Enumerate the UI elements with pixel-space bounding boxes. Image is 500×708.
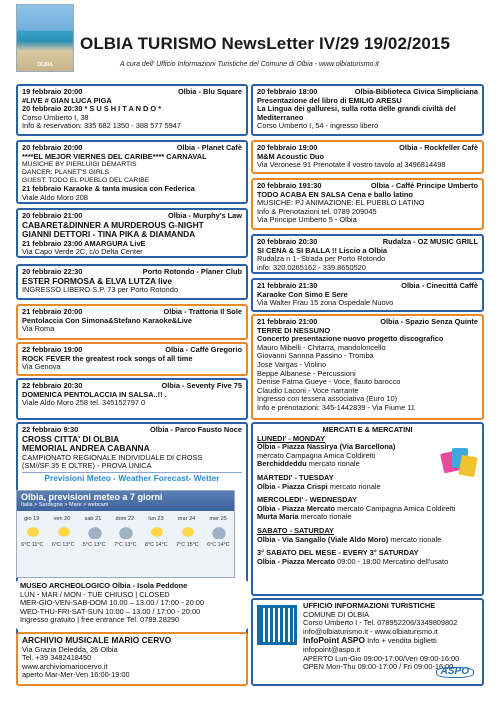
event-line: ****EL MEJOR VIERNES DEL CARIBE**** CARNAVAL	[22, 151, 207, 161]
weather-widget[interactable]	[16, 490, 235, 578]
weather-temps	[17, 542, 234, 548]
archivio-line: aperto Mar-Mer-Ven 16:00-19:00	[22, 670, 130, 680]
weather-temp: 5°C 13°C	[82, 542, 106, 548]
weather-day: ven 20	[53, 516, 71, 522]
qr-code-icon	[257, 605, 297, 645]
event-address: INGRESSO LIBERO S.P. 73 per Porto Rotondo	[22, 285, 178, 295]
infopoint-desc: Info + vendita biglietti	[365, 636, 437, 646]
logo-caption: OLBIA	[37, 62, 53, 68]
event-biblioteca	[251, 84, 484, 136]
event-line: DOMENICA PENTOLACCIA IN SALSA..!! .	[22, 389, 167, 399]
event-spazio-senza-quinte	[251, 314, 484, 420]
sun-icon	[55, 525, 73, 539]
mercati-day-heading: MARTEDI' - TUESDAY	[257, 472, 334, 482]
aspo-logo: ASPO	[436, 667, 474, 678]
event-line: Concerto presentazione nuovo progetto discografico	[257, 334, 444, 344]
event-line: Karaoke Con Simo E Sere	[257, 289, 348, 299]
event-line: CROSS CITTA' DI OLBIA	[22, 433, 120, 444]
museo-archeologico	[16, 580, 248, 630]
event-venue: Olbia - Rockfeller Cafè	[399, 143, 478, 152]
performer: Giovanni Sannna Passino - Tromba	[257, 351, 374, 361]
opening-hours: OPEN Mon-Thu 09:00-17:00 / Fri 09:00-16:00	[303, 662, 454, 672]
event-contact: info: 320.0265162 - 339.8650520	[257, 262, 366, 272]
event-address: Corso Umberto I, 38	[22, 112, 89, 122]
event-venue: Olbia - Parco Fausto Noce	[150, 425, 242, 434]
event-venue: Olbia - Spazio Senza Quinte	[380, 317, 478, 326]
performer: Beppe Albanese - Percussioni	[257, 368, 356, 378]
event-venue: Olbia - Trattoria Il Sole	[163, 307, 242, 316]
ufficio-informazioni	[251, 598, 484, 686]
weather-temp: 7°C 15°C	[176, 542, 199, 548]
mercati-place: Olbia - Via Sangallo (Viale Aldo Moro)	[257, 534, 389, 544]
mercati-type: mercato Campagna Amica Coldiretti	[335, 503, 456, 513]
weather-breadcrumb[interactable]: Italia > Sardegna > Mare > webcam	[21, 502, 109, 508]
event-line: TODO ACABA EN SALSA Cena e ballo latino	[257, 189, 413, 199]
event-line: SI CENA & SI BALLA !! Liscio a Olbia	[257, 245, 388, 255]
event-line: Ingresso con tessera associativa (Euro 10)	[257, 394, 398, 404]
performer: Mauro Mibelli - Chitarra, mandoloncello	[257, 342, 386, 352]
mercati-day-heading: 3° SABATO DEL MESE - EVERY 3° SATURDAY	[257, 548, 419, 558]
weather-temp: 6°C 14°C	[207, 542, 230, 548]
event-date: 20 febbraio 22:30	[22, 267, 83, 276]
event-date: 20 febbraio 21:00	[22, 211, 83, 220]
event-address: Viale Aldo Moro 208	[22, 192, 89, 202]
event-venue: Olbia - Planet Cafè	[176, 143, 242, 152]
weather-days	[17, 516, 234, 522]
event-oz-music-grill	[251, 234, 484, 274]
event-line: La Lingua dei galluresi, sulla rotta delle grandi civiltà del Mediterraneo	[257, 104, 456, 122]
event-date: 22 febbraio 9:30	[22, 425, 79, 434]
event-principe-umberto	[251, 178, 484, 230]
event-venue: Olbia-Biblioteca Civica Simpliciana	[354, 87, 478, 96]
performer: Jose Vargas - Violino	[257, 359, 327, 369]
event-blu-square	[16, 84, 248, 136]
archivio-link[interactable]: www.archiviomariocervo.it	[22, 661, 108, 671]
event-venue: Olbia - Caffè Principe Umberto	[370, 181, 478, 190]
event-address: Via Roma	[22, 324, 55, 334]
page-subtitle: A cura dell' Ufficio Informazioni Turistiche del Comune di Olbia - www.olbiaturismo.it	[120, 61, 379, 68]
mercati-line: Olbia - Piazza Nassirya (Via Barcellona)	[257, 442, 396, 452]
weather-day: lun 23	[148, 516, 164, 522]
event-line: CAMPIONATO REGIONALE INDIVIDUALE DI CROSS	[22, 452, 203, 462]
mercati-place: Olbia - Piazza Crispi	[257, 481, 328, 491]
event-rockfeller	[251, 140, 484, 174]
sun-icon	[148, 525, 166, 539]
weather-title: Previsioni Meteo - Weather Forecast- Wetter	[44, 472, 220, 483]
event-contact: Info e prenotazioni: 345-1442839 - Via Fiume 11	[257, 402, 415, 412]
event-line: MUSICHE BY PIERLUIGI DEMARTIS	[22, 161, 137, 169]
ufficio-line: COMUNE DI OLBIA	[303, 609, 370, 619]
cloud-icon	[86, 525, 104, 539]
event-line: TERRE DI NESSUNO	[257, 325, 331, 335]
header	[0, 0, 500, 78]
shopping-bags-icon	[442, 444, 476, 492]
archivio-musicale	[16, 632, 248, 686]
mercati-line: mercato Campagna Amica Coldiretti	[257, 450, 376, 460]
museo-line: WED-THU-FRI-SAT-SUN 10.00 – 13.00 / 17:00 - 20:00	[20, 606, 201, 616]
event-address: Via Walter Frau 15 zona Ospedale Nuovo	[257, 298, 394, 308]
event-caffe-gregorio	[16, 342, 248, 376]
weather-temp: 7°C 13°C	[113, 542, 137, 548]
event-date: 22 febbraio 20:30	[22, 381, 83, 390]
mercati-type: 09:00 - 18:00 Mercatino dell'usato	[335, 556, 449, 566]
mercati-panel	[251, 422, 484, 596]
event-date: 20 febbraio 19:00	[257, 143, 318, 152]
event-planer-club	[16, 264, 248, 300]
event-date: 19 febbraio 20:00	[22, 87, 83, 96]
event-line: DANCER: PLANET'S GIRLS	[22, 169, 110, 177]
event-address: Via Veronese 91 Prenotate il vostro tavolo al 3496814498	[257, 160, 446, 170]
weather-day: mer 25	[209, 516, 227, 522]
performer: Claudio Laconi - Voce narrante	[257, 385, 359, 395]
sun-icon	[179, 525, 197, 539]
event-line: Rudalza n 1- Strada per Porto Rotondo	[257, 254, 386, 264]
museo-title: MUSEO ARCHEOLOGICO Olbia - Isola Peddone	[20, 581, 188, 590]
cloud-icon	[117, 525, 135, 539]
event-venue: Olbia - Blu Square	[177, 87, 242, 96]
weather-city: Olbia, previsioni meteo a 7 giorni	[21, 492, 163, 502]
weather-day: gio 19	[24, 516, 40, 522]
event-line: 20 febbraio 20:30 * S U S H I T A N D O *	[22, 104, 162, 114]
event-venue: Porto Rotondo - Planer Club	[142, 267, 242, 276]
event-line: GIANNI DETTORI - TINA PIKA & DIAMANDA	[22, 229, 196, 240]
infopoint-email[interactable]: infopoint@aspo.it	[303, 644, 361, 654]
event-line: ESTER FORMOSA & ELVA LUTZA live	[22, 275, 172, 286]
weather-icons	[17, 525, 234, 539]
weather-day: mar 24	[177, 516, 196, 522]
event-date: 22 febbraio 19:00	[22, 345, 83, 354]
performer: Denise Fatma Gueye - Voce, flauto barocco	[257, 377, 401, 387]
archivio-line: Via Grazia Deledda, 26 Olbia	[22, 644, 118, 654]
event-line: ROCK FEVER the greatest rock songs of all time	[22, 353, 193, 363]
event-cinecitta	[251, 278, 484, 312]
page-title: OLBIA TURISMO NewsLetter IV/29 19/02/2015	[80, 34, 451, 53]
sun-icon	[24, 525, 42, 539]
mercati-place: Olbia - Piazza Mercato	[257, 503, 336, 513]
mercati-type: mercato rionale	[306, 459, 360, 469]
event-line: 21 febbraio Karaoke & tanta musica con Federica	[22, 184, 195, 194]
event-line: Pentolaccia Con Simona&Stefano Karaoke&Live	[22, 315, 193, 325]
weather-day: sab 21	[84, 516, 102, 522]
archivio-title: ARCHIVIO MUSICALE MARIO CERVO	[22, 635, 172, 645]
event-seventy-five	[16, 378, 248, 420]
event-planet-cafe	[16, 140, 248, 204]
mercati-place: Olbia - Piazza Mercato	[257, 556, 336, 566]
event-address: Via Principe Umberto 5 - Olbia	[257, 215, 357, 225]
infopoint-title: InfoPoint ASPO	[303, 635, 366, 646]
event-date: 21 febbraio 21:00	[257, 317, 318, 326]
event-date: 20 febbraio 18:00	[257, 87, 318, 96]
mercati-day-heading: SABATO - SATURDAY	[257, 525, 334, 535]
event-date: 20 febbraio 20:30	[257, 237, 318, 246]
event-line: GUEST: TODO EL PUEBLO DEL CARIBE	[22, 177, 150, 185]
event-line: M&M Acoustic Duo	[257, 151, 325, 161]
event-line: CABARET&DINNER A MURDEROUS G-NIGHT	[22, 219, 204, 230]
event-venue: Olbia - Caffè Gregorio	[165, 345, 242, 354]
event-venue: Rudalza - OZ MUSIC GRILL	[382, 237, 478, 246]
museo-line: MER-GIO-VEN-SAB-DOM 10.00 – 13.00 / 17:00 - 20:00	[20, 598, 205, 608]
event-address: Via Genova	[22, 362, 61, 372]
event-trattoria-il-sole	[16, 304, 248, 340]
mercati-place: Berchiddeddu	[257, 459, 307, 469]
mercati-day-heading: LUNEDI' - MONDAY	[257, 433, 326, 443]
museo-line: Ingresso gratuito | free entrance Tel. 0789.28290	[20, 615, 180, 625]
weather-temp: 8°C 14°C	[145, 542, 168, 548]
event-line: MEMORIAL ANDREA CABANNA	[22, 443, 150, 454]
event-murphys-law	[16, 208, 248, 258]
event-line: Presentazione del libro di EMILIO ARESU	[257, 95, 402, 105]
mercati-title: MERCATI E & MERCATINI	[322, 425, 413, 434]
ufficio-line: Corso Umberto I - Tel. 078952206/3349809802	[303, 618, 458, 628]
opening-hours: APERTO Lun-Gio 09:00-17:00/Ven 09:00-16:00	[303, 653, 460, 663]
event-venue: Olbia - Murphy's Law	[167, 211, 242, 220]
mercati-type: mercato rionale	[298, 512, 352, 522]
event-date: 20 febbraio 191:30	[257, 181, 322, 190]
header-logo	[16, 4, 74, 72]
mercati-type: mercato rionale	[388, 534, 442, 544]
event-address: Via Capo Verde 2C, c/o Delta Center	[22, 247, 143, 257]
event-date: 21 febbraio 20:00	[22, 307, 83, 316]
mercati-place: Murta Maria	[257, 512, 299, 522]
ufficio-link[interactable]: info@olbiaturismo.it - www.olbiaturismo.it	[303, 626, 438, 636]
mercati-day-heading: MERCOLEDI' - WEDNESDAY	[257, 495, 358, 505]
cloud-icon	[210, 525, 228, 539]
archivio-line: Tel. +39 3482418450	[22, 653, 92, 663]
weather-temp: 6°C 13°C	[51, 542, 75, 548]
event-date: 20 febbraio 20:00	[22, 143, 83, 152]
event-address: Corso Umberto I, 54 - ingresso libero	[257, 121, 379, 131]
event-line: Info & Prenotazioni tel. 0789 209045	[257, 206, 377, 216]
event-date: 21 febbraio 21:30	[257, 281, 318, 290]
ufficio-title: UFFICIO INFORMAZIONI TURISTICHE	[303, 601, 436, 610]
weather-header	[17, 491, 234, 511]
event-line: MUSICHE: PJ ANIMAZIONE: EL PUEBLO LATINO	[257, 198, 425, 208]
weather-day: dom 22	[115, 516, 135, 522]
event-address: Viale Aldo Moro 258 tel. 345152797 0	[22, 398, 146, 408]
event-venue: Olbia - Cinecittà Caffè	[401, 281, 478, 290]
event-line: (SM//SF 35 E OLTRE) - PROVA UNICA	[22, 461, 152, 471]
event-venue: Olbia - Seventy Five 75	[161, 381, 242, 390]
mercati-type: mercato rionale	[327, 481, 381, 491]
weather-temp: 6°C 11°C	[21, 542, 44, 548]
event-contact: Info & reservation: 335 682 1350 - 388 577 5947	[22, 121, 182, 131]
event-line: 21 febbraio 23:00 AMARGURA LivE	[22, 238, 146, 248]
event-line: #LIVE # GIAN LUCA PIGA	[22, 95, 112, 105]
museo-line: LUN - MAR / MON - TUE CHIUSO | CLOSED	[20, 589, 170, 599]
